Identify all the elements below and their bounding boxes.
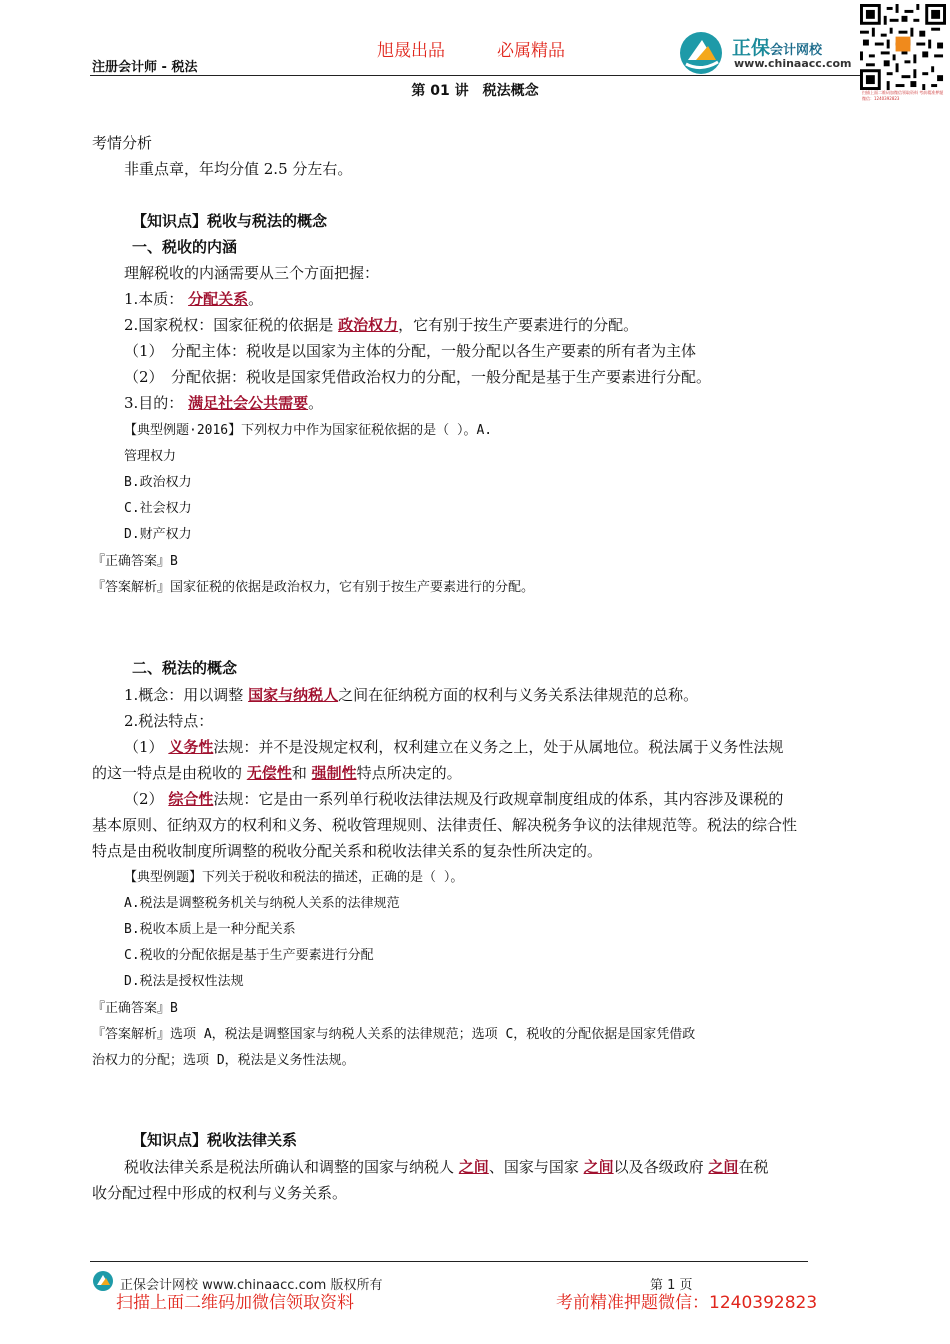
paragraph: 的这一特点是由税收的 无偿性和 强制性特点所决定的。 [92,764,462,782]
option: A.税法是调整税务机关与纳税人关系的法律规范 [124,896,400,911]
footer-logo-icon [92,1270,116,1292]
page-number: 第 1 页 [650,1278,693,1293]
paragraph: 1.概念：用以调整 国家与纳税人之间在征纳税方面的权利与义务关系法律规范的总称。 [124,686,699,704]
option: B.政治权力 [124,475,192,490]
footer-banner-left: 扫描上面二维码加微信领取资料 [116,1293,354,1313]
paragraph: 2.税法特点： [124,712,214,730]
key-term: 综合性 [168,790,214,808]
qr-code-icon[interactable] [860,4,946,90]
logo-url: www.chinaacc.com [734,57,852,70]
paragraph: 1.本质： 分配关系。 [124,290,264,308]
footer-divider [90,1261,808,1262]
key-term: 之间 [708,1158,739,1176]
qr-caption: 扫描上面二维码加微信领取资料 考前精准押题微信：1240392823 [862,90,944,101]
paragraph: （2） 综合性法规：它是由一系列单行税收法律法规及行政规章制度组成的体系，其内容涉及课税的 [124,790,784,808]
logo-icon [678,30,728,76]
knowledge-heading: 【知识点】税收法律关系 [132,1131,298,1149]
option: 管理权力 [124,449,177,464]
answer-explanation: 『答案解析』选项 A，税法是调整国家与纳税人关系的法律规范；选项 C，税收的分配依据是国家凭借政 [92,1027,696,1042]
key-term: 义务性 [168,738,214,756]
header-divider [90,75,860,76]
lecture-title: 第 01 讲 税法概念 [411,83,539,99]
logo-name: 正保会计网校 [732,37,823,59]
example-question: 【典型例题】下列关于税收和税法的描述，正确的是（ ）。 [124,870,464,885]
slogan-right: 必属精品 [497,41,565,61]
slogan-left: 旭晟出品 [377,41,445,61]
answer-explanation: 治权力的分配；选项 D，税法是义务性法规。 [92,1053,355,1068]
key-term: 强制性 [311,764,357,782]
example-question: 【典型例题·2016】下列权力中作为国家征税依据的是（ ）。A. [124,423,493,438]
key-term: 无偿性 [246,764,292,782]
footer-banner-right: 考前精准押题微信：1240392823 [556,1293,818,1313]
course-header: 注册会计师 - 税法 [92,60,198,75]
key-term: 满足社会公共需要 [188,394,309,412]
paragraph: 理解税收的内涵需要从三个方面把握： [124,264,380,282]
key-term: 政治权力 [338,316,399,334]
option: D.税法是授权性法规 [124,974,244,989]
paragraph: （1） 义务性法规：并不是没规定权利，权利建立在义务之上，处于从属地位。税法属于义务性法规 [124,738,784,756]
subheading: 二、税法的概念 [132,659,238,677]
paragraph: 3.目的： 满足社会公共需要。 [124,394,324,412]
key-term: 之间 [458,1158,489,1176]
paragraph: 特点是由税收制度所调整的税收分配关系和税收法律关系的复杂性所决定的。 [92,842,603,860]
paragraph: 2.国家税权：国家征税的依据是 政治权力，它有别于按生产要素进行的分配。 [124,316,639,334]
paragraph: 非重点章，年均分值 2.5 分左右。 [124,160,353,178]
key-term: 之间 [583,1158,614,1176]
key-term: 分配关系 [188,290,249,308]
paragraph: 基本原则、征纳双方的权利和义务、税收管理规则、法律责任、解决税务争议的法律规范等。税法的综合性 [92,816,798,834]
option: C.社会权力 [124,501,192,516]
option: D.财产权力 [124,527,192,542]
option: C.税收的分配依据是基于生产要素进行分配 [124,948,374,963]
correct-answer: 『正确答案』B [92,1001,178,1016]
option: B.税收本质上是一种分配关系 [124,922,296,937]
paragraph: （2） 分配依据：税收是国家凭借政治权力的分配，一般分配是基于生产要素进行分配。 [124,368,712,386]
paragraph: 收分配过程中形成的权利与义务关系。 [92,1184,348,1202]
subheading: 一、税收的内涵 [132,238,238,256]
paragraph: （1） 分配主体：税收是以国家为主体的分配，一般分配以各生产要素的所有者为主体 [124,342,697,360]
correct-answer: 『正确答案』B [92,554,178,569]
key-term: 国家与纳税人 [248,686,339,704]
paragraph: 税收法律关系是税法所确认和调整的国家与纳税人 之间、国家与国家 之间以及各级政府 之间在税 [124,1158,769,1176]
footer-copyright: 正保会计网校 www.chinaacc.com 版权所有 [120,1278,383,1293]
section-label: 考情分析 [92,134,153,152]
answer-explanation: 『答案解析』国家征税的依据是政治权力，它有别于按生产要素进行的分配。 [92,580,535,595]
knowledge-heading: 【知识点】税收与税法的概念 [132,212,328,230]
